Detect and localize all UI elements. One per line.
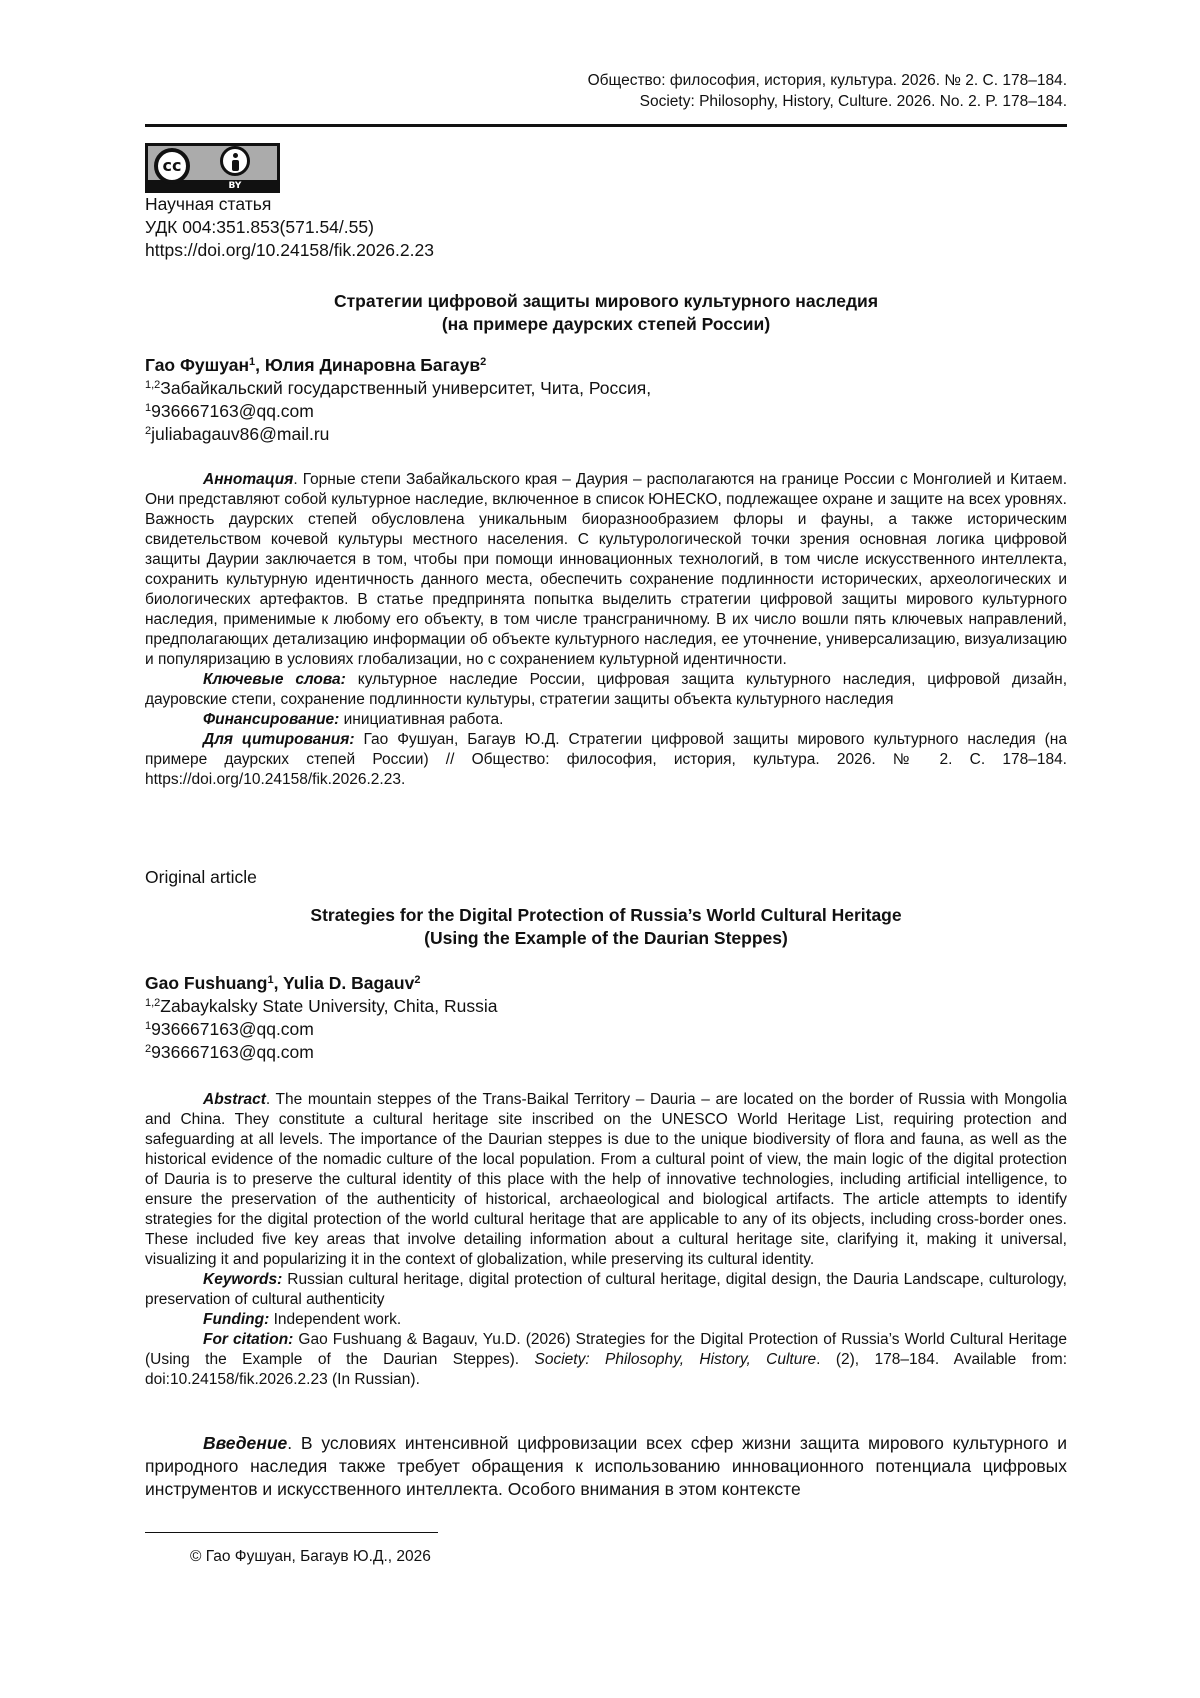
abstract-ru-text: . Горные степи Забайкальского края – Даурия – располагаются на границе России с Монголией и Китаем. Они представляют собой культурное наследие, включенное в список ЮНЕСКО, подлежащее охране и защите на всех уровнях. Важность даурских степей обусловлена уникальным биоразнообразием флоры и фауны, а также историческим свидетельством кочевой культуры местного населения. С культурологической точки зрения основная логика цифровой защиты Даурии заключается в том, чтобы при помощи инновационных технологий, в том числе искусственного интеллекта, сохранить культурную идентичность данного места, обеспечить сохранение подлинности исторических, археологических и биологических артефактов. В статье предпринята попытка выделить стратегии цифровой защиты мирового культурного наследия, применимые к любому его объекту, в том числе трансграничному. В их число вошли пять ключевых направлений, предполагающих детализацию информации об объекте культурного наследия, ее уточнение, универсализацию, визуализацию и популяризацию в условиях глобализации, но с сохранением культурной идентичности. (145, 471, 1067, 668)
author2-en-sup: 2 (414, 974, 421, 986)
title-en-line1: Strategies for the Digital Protection of Russia’s World Cultural Heritage (310, 905, 902, 925)
author1-en: Gao Fushuang (145, 973, 268, 993)
abstract-en-text: . The mountain steppes of the Trans-Baikal Territory – Dauria – are located on the border of Russia with Mongolia and China. They constitute a cultural heritage site inscribed on the UNESCO World Heritage List, requiring protection and safeguarding at all levels. The importance of the Daurian steppes is due to the unique biodiversity of flora and fauna, as well as the historical evidence of the nomadic culture of the local population. From a cultural point of view, the main logic of the digital protection of Dauria is to preserve the cultural identity of this place with the help of innovative technologies, including artificial intelligence, to ensure the preservation of the authenticity of historical, archaeological and biological artifacts. The article attempts to identify strategies for the digital protection of the world cultural heritage that are applicable to any of its objects, including cross-border ones. These included five key areas that involve detailing information about a cultural heritage site, clarifying it, making it universal, visualizing it and popularizing it in the context of globalization, while preserving its cultural identity. (145, 1091, 1067, 1268)
email2-ru[interactable]: juliabagauv86@mail.ru (151, 424, 330, 444)
person-body (232, 160, 239, 171)
introduction-text: . В условиях интенсивной цифровизации всех сфер жизни защита мирового культурного и природного наследия также требует обращения к использованию инновационного потенциала цифровых инструментов и искусственного интеллекта. Особого внимания в этом контексте (145, 1433, 1067, 1499)
keywords-ru-text: культурное наследие России, цифровая защита культурного наследия, цифровой дизайн, дауровские степи, сохранение подлинности культуры, стратегии защиты объекта культурного наследия (145, 671, 1068, 708)
keywords-en-text: Russian cultural heritage, digital protection of cultural heritage, digital design, the Dauria Landscape, culturology, preservation of cultural authenticity (145, 1271, 1067, 1308)
cc-by-license-badge (145, 143, 280, 193)
title-en-line2: (Using the Example of the Daurian Steppes) (424, 928, 788, 948)
journal-header-ru: Общество: философия, история, культура. 2026. № 2. С. 178–184. (587, 72, 1067, 89)
introduction-label: Введение (203, 1433, 288, 1453)
cc-icon: cc (154, 148, 190, 184)
article-type-ru: Научная статья (145, 194, 272, 214)
citation-en-text-b: . (2), 178–184. Available from: doi:10.24158/fik.2026.2.23 (In Russian). (145, 1351, 1068, 1388)
email1-en-sup: 1 (145, 1020, 152, 1032)
authors-en (145, 972, 420, 995)
by-label: BY (228, 181, 242, 191)
udk-code: УДК 004:351.853(571.54/.55) (145, 217, 374, 237)
title-ru (145, 290, 1067, 336)
header-divider (145, 124, 1067, 127)
attribution-person-icon (220, 146, 250, 176)
authors-ru (145, 354, 486, 377)
title-en (145, 904, 1067, 950)
keywords-ru-label: Ключевые слова: (203, 671, 346, 688)
footnote-divider (145, 1532, 438, 1533)
abstract-ru (145, 470, 1067, 790)
abstract-ru-label: Аннотация (203, 471, 294, 488)
citation-en-journal: Society: Philosophy, History, Culture (534, 1351, 817, 1368)
email2-en-sup: 2 (145, 1043, 152, 1055)
title-ru-line2: (на примере даурских степей России) (441, 314, 771, 334)
author1-en-sup: 1 (267, 974, 274, 986)
person-head (233, 153, 238, 158)
author2-sup: 2 (480, 356, 487, 368)
citation-en-text-a: Gao Fushuang & Bagauv, Yu.D. (2026) Strategies for the Digital Protection of Russia’s World Cultural Heritage (Using the Example of the Daurian Steppes). (145, 1331, 1067, 1368)
copyright-footnote: © Гао Фушуан, Багаув Ю.Д., 2026 (190, 1548, 431, 1565)
affiliation-en: Zabaykalsky State University, Chita, Russia (160, 996, 498, 1016)
email1-ru[interactable]: 936667163@qq.com (151, 401, 314, 421)
email1-sup: 1 (145, 402, 152, 414)
affiliation-ru-block (145, 377, 651, 446)
author1-sup: 1 (249, 356, 256, 368)
citation-en-label: For citation: (203, 1331, 294, 1348)
affiliation-en-block (145, 995, 497, 1064)
affil-sup: 1,2 (145, 379, 161, 391)
funding-en-text: Independent work. (269, 1311, 402, 1328)
funding-ru-label: Финансирование: (203, 711, 340, 728)
funding-en-label: Funding: (203, 1311, 270, 1328)
affil-en-sup: 1,2 (145, 997, 161, 1009)
title-ru-line1: Стратегии цифровой защиты мирового культурного наследия (333, 291, 879, 311)
citation-ru-text: Гао Фушуан, Багаув Ю.Д. Стратегии цифровой защиты мирового культурного наследия (на примере даурских степей России) // Общество: философия, история, культура. 2026. № 2. С. 178–184. https://doi.org/10.24158/fik.2026.2.23. (145, 731, 1067, 788)
email2-sup: 2 (145, 425, 152, 437)
article-type-en: Original article (145, 867, 257, 887)
author2-en: , Yulia D. Bagauv (273, 973, 415, 993)
funding-ru-text: инициативная работа. (339, 711, 504, 728)
email2-en[interactable]: 936667163@qq.com (151, 1042, 314, 1062)
doi-link[interactable]: https://doi.org/10.24158/fik.2026.2.23 (145, 240, 434, 260)
affiliation-ru: Забайкальский государственный университет, Чита, Россия, (160, 378, 652, 398)
author1-ru: Гао Фушуан (145, 355, 250, 375)
journal-header-en: Society: Philosophy, History, Culture. 2026. No. 2. P. 178–184. (639, 93, 1067, 110)
email1-en[interactable]: 936667163@qq.com (151, 1019, 314, 1039)
keywords-en-label: Keywords: (203, 1271, 283, 1288)
abstract-en (145, 1090, 1067, 1390)
journal-header (545, 70, 1067, 112)
introduction-paragraph (145, 1432, 1067, 1501)
article-meta-ru (145, 193, 434, 262)
author2-ru: , Юлия Динаровна Багаув (255, 355, 481, 375)
citation-ru-label: Для цитирования: (203, 731, 355, 748)
abstract-en-label: Abstract (203, 1091, 266, 1108)
